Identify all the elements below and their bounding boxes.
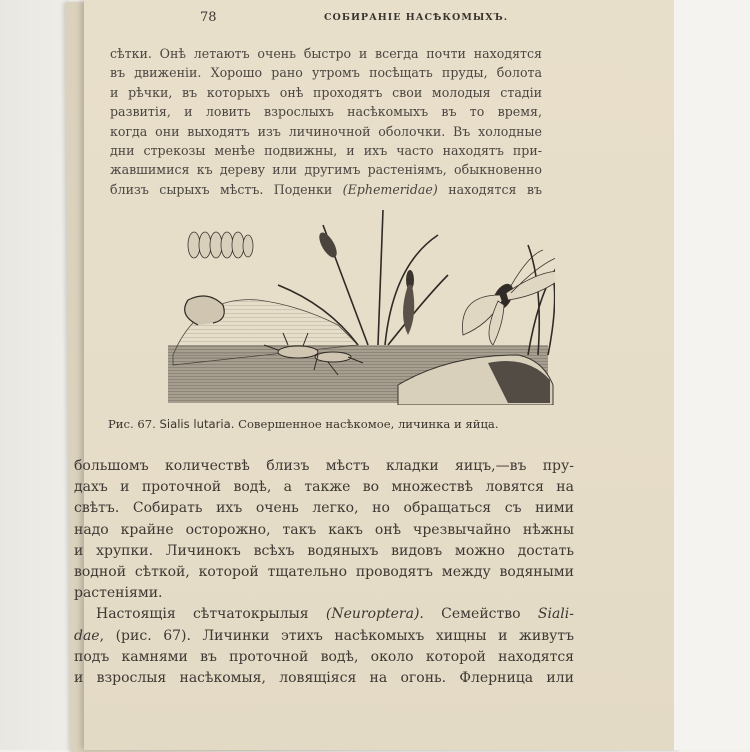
text-span: находятся въ bbox=[437, 181, 542, 197]
text-line: подъ камнями въ проточной водѣ, около которой находятся bbox=[74, 648, 574, 665]
text-span: , (рис. 67). Личинки этихъ насѣкомыхъ хищны и живутъ bbox=[99, 627, 574, 644]
latin-term: dae bbox=[74, 627, 100, 644]
latin-term: (Ephemeridae) bbox=[342, 181, 438, 197]
figure-caption bbox=[108, 417, 548, 431]
text-line: жавшимися къ дереву или другимъ растеніямъ, обыкновенно bbox=[110, 162, 542, 178]
caption-prefix: Рис. 67. bbox=[108, 417, 156, 431]
adult-sialis bbox=[462, 250, 555, 345]
text-line: большомъ количествѣ близъ мѣстъ кладки яицъ,—въ пру- bbox=[74, 458, 574, 474]
running-title: СОБИРАНІЕ НАСѢКОМЫХЪ. bbox=[324, 12, 509, 23]
caption-latin-name: Sialis lutaria. bbox=[159, 417, 235, 431]
text-line: свѣтъ. Собирать ихъ очень легко, но обращаться съ ними bbox=[74, 500, 574, 517]
text-span: Настоящія сѣтчатокрылыя bbox=[96, 606, 326, 623]
text-line: сѣтки. Онѣ летаютъ очень быстро и всегда почти находятся bbox=[110, 46, 542, 61]
text-line: развитія, и ловить взрослыхъ насѣкомыхъ въ то время, bbox=[110, 104, 542, 120]
text-line: водной сѣткой, которой тщательно проводятъ между водяными bbox=[74, 564, 574, 581]
egg-cluster bbox=[188, 232, 253, 258]
latin-term: Siali- bbox=[537, 606, 574, 623]
latin-term: (Neuroptera) bbox=[325, 606, 420, 623]
background bbox=[0, 0, 70, 750]
reed-head bbox=[316, 230, 340, 260]
text-line: надо крайне осторожно, такъ какъ онѣ чрезвычайно нѣжны bbox=[74, 521, 574, 538]
text-line: и рѣчки, въ которыхъ онѣ проходятъ свои молодыя стадіи bbox=[110, 84, 542, 100]
text-line bbox=[110, 180, 542, 199]
text-line bbox=[74, 626, 574, 647]
text-line: въ движеніи. Хорошо рано утромъ посѣщать пруды, болота bbox=[110, 65, 542, 81]
text-line: дни стрекозы менѣе подвижны, и ихъ часто находятъ при- bbox=[110, 143, 542, 159]
text-line: и взрослыя насѣкомыя, ловящіяся на огонь. Флерница или bbox=[74, 670, 574, 687]
adult-insect-on-reed bbox=[403, 270, 414, 335]
text-span: близъ сырыхъ мѣстъ. Поденки bbox=[110, 181, 343, 197]
page-header bbox=[84, 6, 681, 28]
bottom-paragraph bbox=[74, 456, 574, 689]
text-line: и хрупки. Личинокъ всѣхъ водяныхъ видовъ можно достать bbox=[74, 542, 574, 559]
curled-larva bbox=[185, 296, 225, 325]
text-span: . Семейство bbox=[419, 606, 538, 623]
text-line: дахъ и проточной водѣ, а также во множествѣ ловятся на bbox=[74, 479, 574, 496]
figure-67-engraving bbox=[88, 205, 555, 405]
top-paragraph bbox=[110, 44, 542, 199]
page-number: 78 bbox=[200, 10, 217, 25]
text-line bbox=[74, 604, 574, 625]
caption-description: Совершенное насѣкомое, личинка и яйца. bbox=[238, 417, 499, 431]
text-line: когда они выходятъ изъ личиночной оболочки. Въ холодные bbox=[110, 123, 542, 139]
right-margin-background bbox=[674, 0, 750, 750]
text-line: растеніями. bbox=[74, 585, 163, 602]
